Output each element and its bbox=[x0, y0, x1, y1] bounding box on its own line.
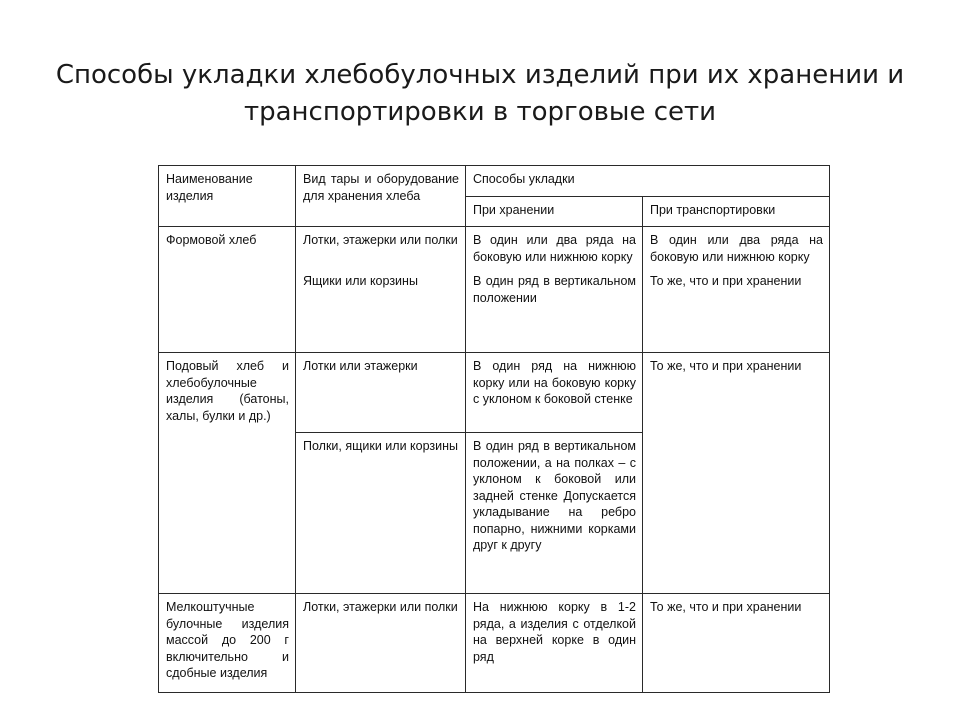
header-cell-name: Наименование изделия bbox=[159, 166, 296, 227]
spacer bbox=[473, 265, 636, 273]
row1-container-a: Лотки, этажерки или полки bbox=[303, 233, 458, 247]
row3-name-cell: Мелкоштучные булочные изделия массой до 200 г включительно и сдобные изделия bbox=[159, 594, 296, 693]
row1-transport-a: В один или два ряда на боковую или нижнюю корку bbox=[650, 233, 823, 264]
storage-methods-table bbox=[158, 165, 830, 693]
header-cell-container: Вид тары и оборудование для хранения хлеба bbox=[296, 166, 466, 227]
row2-storage-b: В один ряд в вертикальном положении, а на полках – с уклоном к боковой или задней стенке Допускается укладывание на ребро попарно, нижними корками друг к другу bbox=[466, 433, 643, 594]
row1-container-b: Ящики или корзины bbox=[303, 273, 418, 288]
row1-transport-b: То же, что и при хранении bbox=[650, 274, 802, 288]
row1-container-cell bbox=[296, 227, 466, 353]
row1-name-cell: Формовой хлеб bbox=[159, 227, 296, 353]
slide-title bbox=[40, 57, 920, 131]
table-row bbox=[159, 227, 830, 353]
row2-container-a: Лотки или этажерки bbox=[296, 353, 466, 433]
slide-title-line-2: транспортировки в торговые сети bbox=[243, 97, 717, 127]
header-cell-transport: При транспортировки bbox=[643, 196, 830, 227]
slide-title-line-1: Способы укладки хлебобулочных изделий при их хранении и bbox=[55, 60, 905, 90]
header-cell-storage: При хранении bbox=[466, 196, 643, 227]
row1-storage-b: В один ряд в вертикальном положении bbox=[473, 274, 636, 305]
row1-storage-cell bbox=[466, 227, 643, 353]
row2-name-cell: Подовый хлеб и хлебобулочные изделия (батоны, халы, булки и др.) bbox=[159, 353, 296, 594]
row3-storage-cell: На нижнюю корку в 1-2 ряда, а изделия с отделкой на верхней корке в один ряд bbox=[466, 594, 643, 693]
row2-container-b: Полки, ящики или корзины bbox=[296, 433, 466, 594]
spacer bbox=[303, 249, 459, 273]
header-cell-methods: Способы укладки bbox=[466, 166, 830, 197]
table-row bbox=[159, 353, 830, 433]
table-row bbox=[159, 594, 830, 693]
row3-container-cell: Лотки, этажерки или полки bbox=[296, 594, 466, 693]
spacer bbox=[650, 265, 823, 273]
row2-transport-cell: То же, что и при хранении bbox=[643, 353, 830, 594]
row1-storage-a: В один или два ряда на боковую или нижнюю корку bbox=[473, 233, 636, 264]
row1-transport-cell bbox=[643, 227, 830, 353]
table-header-row bbox=[159, 166, 830, 197]
row2-storage-a: В один ряд на нижнюю корку или на боковую корку с уклоном к боковой стенке bbox=[466, 353, 643, 433]
row3-transport-cell: То же, что и при хранении bbox=[643, 594, 830, 693]
